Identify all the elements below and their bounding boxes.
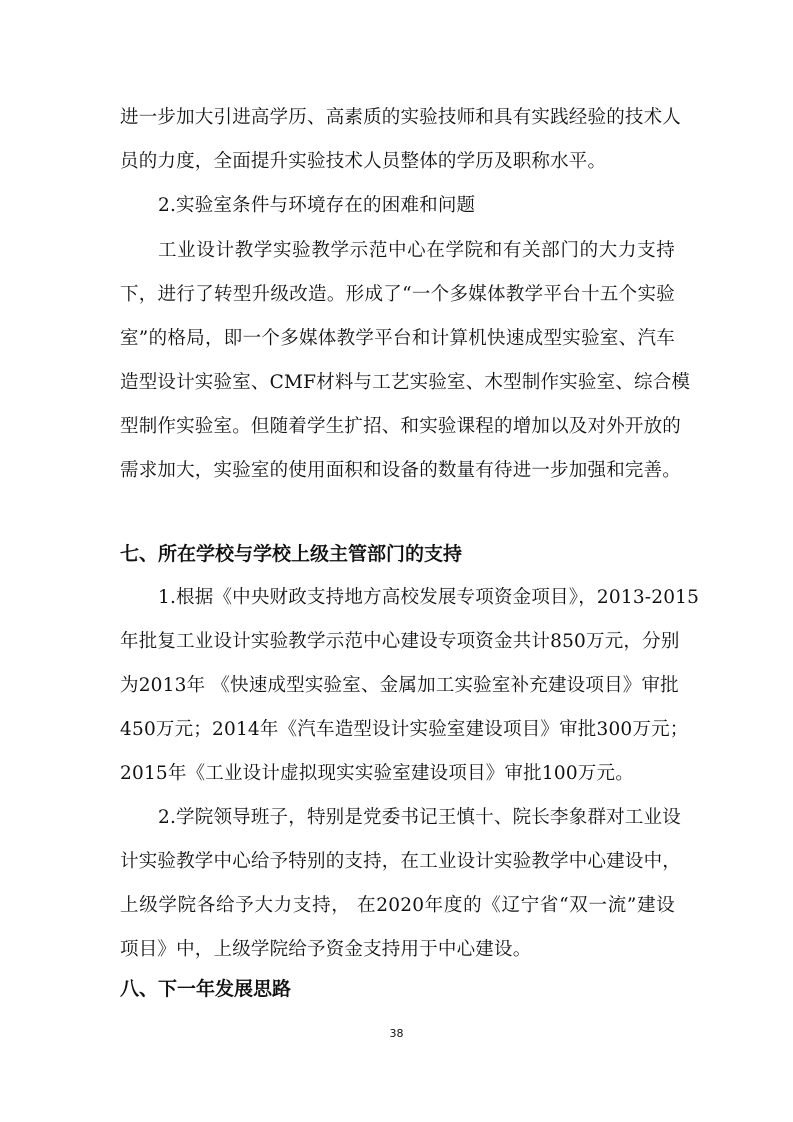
body-text-line: 员的力度，全面提升实验技术人员整体的学历及职称水平。 <box>120 151 607 172</box>
body-text-line: 年批复工业设计实验教学示范中心建设专项资金共计850万元，分别 <box>120 631 680 652</box>
subsection-heading: 2.实验室条件与环境存在的困难和问题 <box>158 195 476 216</box>
body-text-line: 计实验教学中心给予特别的支持，在工业设计实验教学中心建设中， <box>120 851 682 872</box>
body-text-line: 下，进行了转型升级改造。形成了“一个多媒体教学平台十五个实验 <box>120 284 675 305</box>
body-text-line: 造型设计实验室、CMF材料与工艺实验室、木型制作实验室、综合模 <box>120 372 691 393</box>
body-text-line: 需求加大，实验室的使用面积和设备的数量有待进一步加强和完善。 <box>120 460 682 481</box>
body-text-line: 2015年《工业设计虚拟现实实验室建设项目》审批100万元。 <box>120 763 634 784</box>
section-heading-7: 七、所在学校与学校上级主管部门的支持 <box>120 543 463 565</box>
body-text-line: 项目》中，上级学院给予资金支持用于中心建设。 <box>120 939 532 960</box>
body-text-line: 上级学院各给予大力支持， 在2020年度的《辽宁省“双一流”建设 <box>120 895 675 916</box>
body-text-line: 室”的格局，即一个多媒体教学平台和计算机快速成型实验室、汽车 <box>120 328 675 349</box>
body-text-line: 2.学院领导班子，特别是党委书记王慎十、院长李象群对工业设 <box>158 807 681 828</box>
section-heading-8: 八、下一年发展思路 <box>120 978 292 1000</box>
body-text-line: 为2013年 《快速成型实验室、金属加工实验室补充建设项目》审批 <box>120 675 679 696</box>
body-text-line: 450万元；2014年《汽车造型设计实验室建设项目》审批300万元； <box>120 719 689 740</box>
page-number: 38 <box>389 1027 404 1040</box>
body-text-line: 1.根据《中央财政支持地方高校发展专项资金项目》，2013-2015 <box>158 587 700 608</box>
body-text-line: 型制作实验室。但随着学生扩招、和实验课程的增加以及对外开放的 <box>120 416 682 437</box>
body-text-line: 进一步加大引进高学历、高素质的实验技师和具有实践经验的技术人 <box>120 107 682 128</box>
body-text-line: 工业设计教学实验教学示范中心在学院和有关部门的大力支持 <box>158 240 675 261</box>
